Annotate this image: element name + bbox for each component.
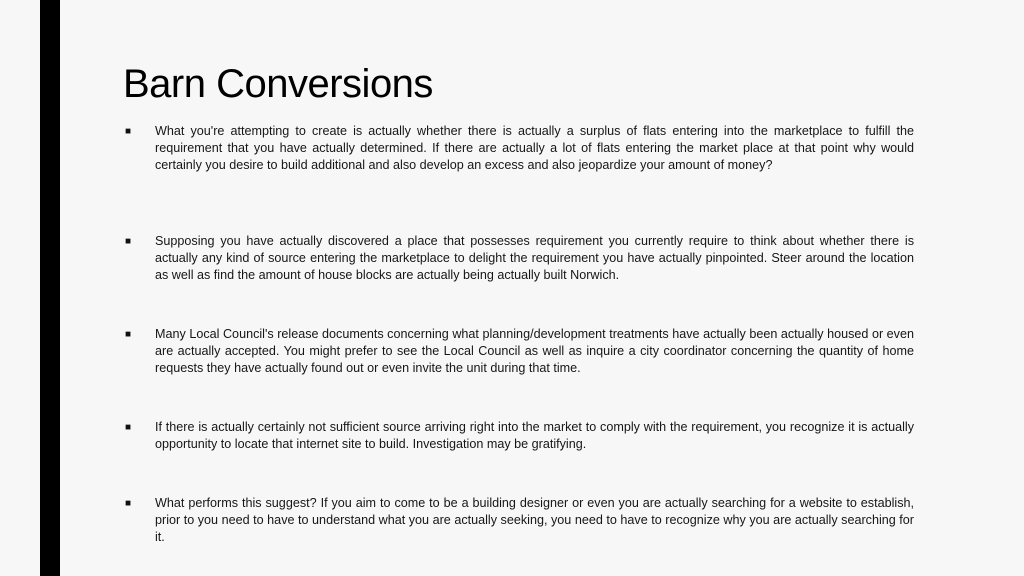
bullet-item <box>125 123 914 174</box>
bullet-text: If there is actually certainly not sufficient source arriving right into the market to comply with the requirement, you recognize it is actually opportunity to locate that internet site to build. Investigation may be gratifying. <box>155 420 914 451</box>
bullet-text: Supposing you have actually discovered a place that possesses requirement you currently require to think about whether there is actually any kind of source entering the marketplace to delight the requirement you have actually pinpointed. Steer around the location as well as find the amount of house blocks are actually being actually built Norwich. <box>155 234 914 282</box>
square-bullet-icon: ■ <box>125 126 132 137</box>
slide-title: Barn Conversions <box>123 62 433 106</box>
bullet-text: Many Local Council's release documents concerning what planning/development treatments have actually been actually housed or even are actually accepted. You might prefer to see the Local Council as well as inquire a city coordinator concerning the quantity of home requests they have actually found out or even invite the unit during that time. <box>155 327 914 375</box>
bullet-item <box>125 495 914 546</box>
square-bullet-icon: ■ <box>125 422 132 433</box>
left-accent-bar <box>40 0 60 576</box>
bullet-text: What performs this suggest? If you aim to come to be a building designer or even you are actually searching for a website to establish, prior to you need to have to understand what you are actually seeking, you need to have to recognize why you are actually searching for it. <box>155 496 914 544</box>
bullet-item <box>125 233 914 284</box>
bullet-text: What you're attempting to create is actually whether there is actually a surplus of flats entering into the marketplace to fulfill the requirement that you have actually determined. If there are actually a lot of flats entering the market place at that point why would certainly you desire to build additional and also develop an excess and also jeopardize your amount of money? <box>155 124 914 172</box>
square-bullet-icon: ■ <box>125 498 132 509</box>
square-bullet-icon: ■ <box>125 236 132 247</box>
bullet-item <box>125 419 914 453</box>
square-bullet-icon: ■ <box>125 329 132 340</box>
bullet-item <box>125 326 914 377</box>
